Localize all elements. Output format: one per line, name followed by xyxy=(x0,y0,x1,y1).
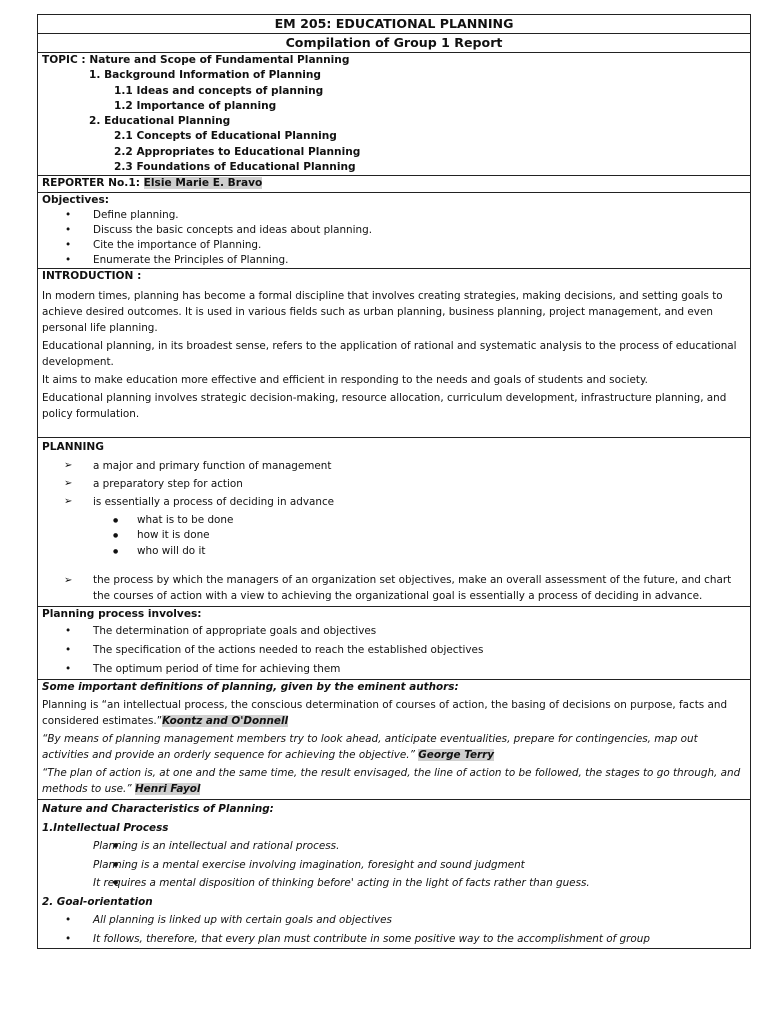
definitions-cell xyxy=(38,680,751,800)
section1-item-text: Planning is an intellectual and rational process. xyxy=(93,840,340,853)
reporter-label: REPORTER No.1: xyxy=(42,177,140,190)
topic-label: TOPIC : Nature and Scope of Fundamental Planning xyxy=(42,54,350,66)
planning-sub-list xyxy=(42,513,746,560)
subtitle-row xyxy=(38,34,751,53)
document-title: EM 205: EDUCATIONAL PLANNING xyxy=(38,15,751,34)
planning-label: PLANNING xyxy=(42,440,104,453)
planning-sub-item: ● what is to be done xyxy=(42,513,746,529)
planning-sub-item: ● how it is done xyxy=(42,528,746,544)
planning-row xyxy=(38,437,751,607)
introduction-paragraph: Educational planning, in its broadest sense, refers to the application of rational and systematic analysis to the process of educational development. xyxy=(42,339,737,368)
objectives-label: Objectives: xyxy=(42,193,110,206)
process-item: • The optimum period of time for achieving them xyxy=(42,660,746,679)
document-subtitle: Compilation of Group 1 Report xyxy=(38,34,751,53)
topic-cell xyxy=(38,53,751,176)
objectives-list xyxy=(42,208,746,268)
topic-line: 1. Background Information of Planning xyxy=(89,69,322,82)
planning-item: ➢ is essentially a process of deciding in advance xyxy=(42,493,746,511)
introduction-paragraph: It aims to make education more effective and efficient in responding to the needs and goals of students and society. xyxy=(42,373,648,386)
definitions-label: Some important definitions of planning, given by the eminent authors: xyxy=(42,681,459,694)
reporter-row xyxy=(38,176,751,192)
definition-text: “The plan of action is, at one and the same time, the result envisaged, the line of action to be followed, the stages to go through, and methods to use.” xyxy=(42,767,741,796)
section2-item: • It follows, therefore, that every plan must contribute in some positive way to the accomplishment of group xyxy=(42,930,746,949)
process-cell xyxy=(38,607,751,680)
section1-item xyxy=(42,874,746,893)
introduction-row xyxy=(38,268,751,437)
nature-cell xyxy=(38,800,751,949)
introduction-paragraph: Educational planning involves strategic decision-making, resource allocation, curriculum development, infrastructure planning, and policy formulation. xyxy=(42,391,727,420)
definition-item xyxy=(42,731,746,763)
topic-line: 1.2 Importance of planning xyxy=(114,99,277,112)
process-row xyxy=(38,607,751,680)
definition-author: George Terry xyxy=(418,749,495,762)
introduction-label: INTRODUCTION : xyxy=(42,269,142,282)
section1-item xyxy=(42,856,746,875)
title-row xyxy=(38,15,751,34)
objective-item: • Cite the importance of Planning. xyxy=(42,238,746,253)
definition-item xyxy=(42,765,746,797)
topic-line: 2.3 Foundations of Educational Planning xyxy=(114,161,356,174)
topic-line: 2. Educational Planning xyxy=(89,115,231,128)
planning-list xyxy=(42,457,746,511)
definition-author: Henri Fayol xyxy=(134,783,201,796)
definition-item xyxy=(42,697,746,729)
section-title: 2. Goal-orientation xyxy=(42,895,153,908)
section1-list xyxy=(42,837,746,893)
introduction-cell xyxy=(38,268,751,437)
definition-author: Koontz and O'Donnell xyxy=(162,715,289,728)
topic-row xyxy=(38,53,751,176)
nature-label: Nature and Characteristics of Planning: xyxy=(42,803,274,816)
process-label: Planning process involves: xyxy=(42,608,202,621)
section1-item-text: Planning is a mental exercise involving imagination, foresight and sound judgment xyxy=(93,858,525,871)
planning-list-last xyxy=(42,573,746,604)
topic-line: 2.1 Concepts of Educational Planning xyxy=(114,130,337,143)
report-table xyxy=(37,14,751,949)
objectives-row xyxy=(38,192,751,268)
planning-cell xyxy=(38,437,751,607)
definitions-row xyxy=(38,680,751,800)
section-title: 1.Intellectual Process xyxy=(42,821,169,834)
objectives-cell xyxy=(38,192,751,268)
objective-item: • Define planning. xyxy=(42,208,746,223)
topic-line: 1.1 Ideas and concepts of planning xyxy=(114,84,324,97)
nature-row xyxy=(38,800,751,949)
definition-text: “By means of planning management members try to look ahead, anticipate eventualities, prepare for contingencies, map out activities and provide an orderly sequence for achieving the objective.” xyxy=(42,733,698,762)
objective-item: • Enumerate the Principles of Planning. xyxy=(42,253,746,268)
process-item: • The specification of the actions needed to reach the established objectives xyxy=(42,641,746,660)
process-item: • The determination of appropriate goals and objectives xyxy=(42,622,746,641)
introduction-paragraph: In modern times, planning has become a formal discipline that involves creating strategies, making decisions, and setting goals to achieve desired outcomes. It is used in various fields such as urban planning, business planning, project management, and even personal life planning. xyxy=(42,289,723,334)
topic-line: 2.2 Appropriates to Educational Planning xyxy=(114,145,361,158)
section2-item: • All planning is linked up with certain goals and objectives xyxy=(42,911,746,930)
planning-item: ➢ the process by which the managers of an organization set objectives, make an overall assessment of the future, and chart the courses of action with a view to achieving the organizational goal is essentially a process of deciding in advance. xyxy=(42,573,746,604)
objective-item: • Discuss the basic concepts and ideas about planning. xyxy=(42,223,746,238)
section1-item-text: It requires a mental disposition of thinking before' acting in the light of facts rather than guess. xyxy=(93,877,590,890)
planning-item: ➢ a major and primary function of management xyxy=(42,457,746,475)
definition-text: Planning is “an intellectual process, the conscious determination of courses of action, the basing of decisions on purpose, facts and considered estimates.” xyxy=(42,699,728,728)
section2-list xyxy=(42,911,746,948)
reporter-name: Elsie Marie E. Bravo xyxy=(143,177,263,190)
process-list xyxy=(42,622,746,679)
planning-sub-item: ● who will do it xyxy=(42,544,746,560)
reporter-cell xyxy=(38,176,751,192)
planning-item: ➢ a preparatory step for action xyxy=(42,475,746,493)
section1-item xyxy=(42,837,746,856)
